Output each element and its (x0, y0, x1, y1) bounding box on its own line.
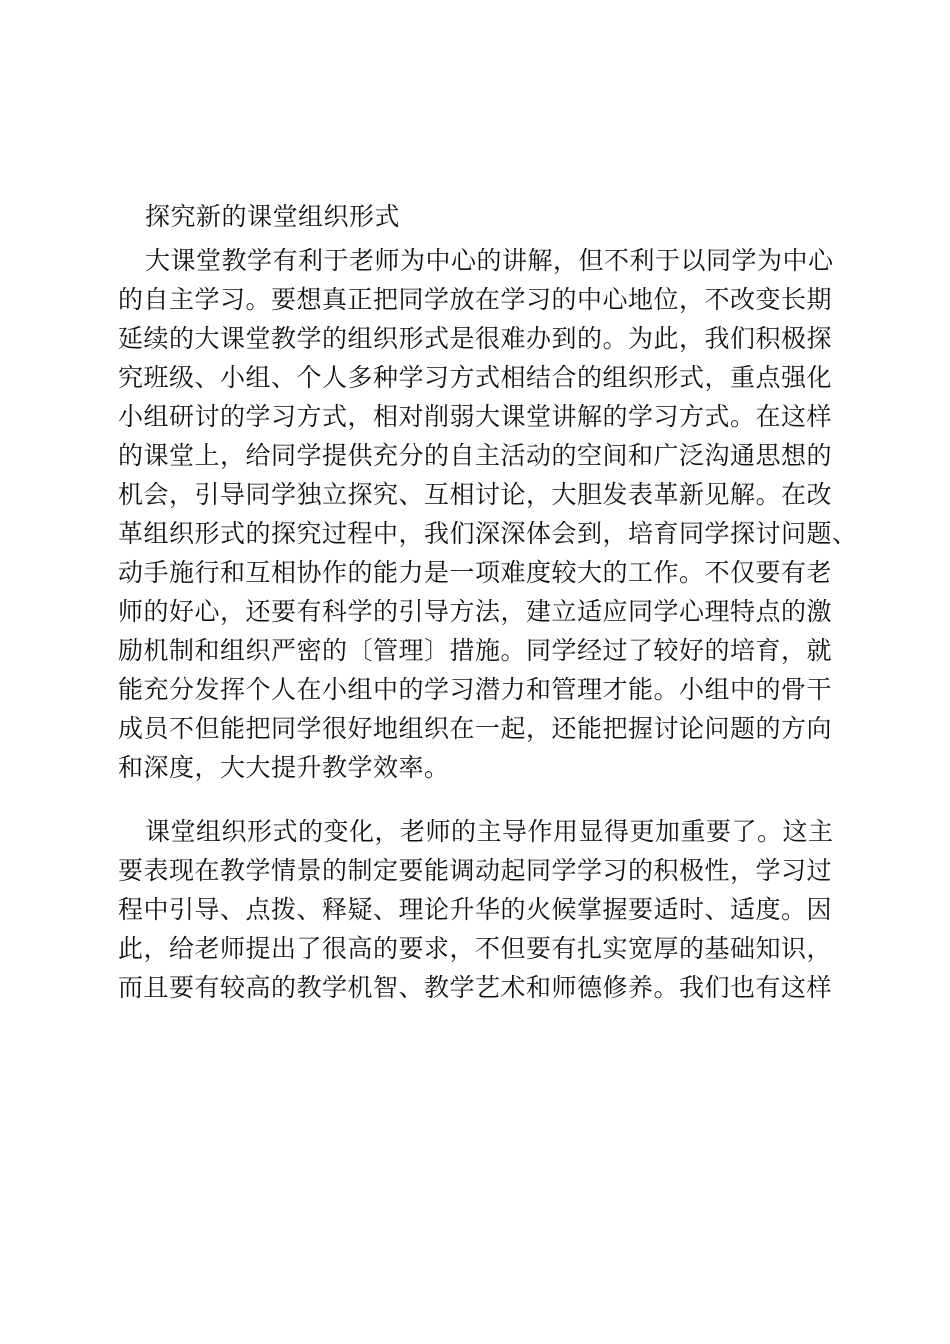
paragraph-line: 机会，引导同学独立探究、互相讨论，大胆发表革新见解。在改 (118, 480, 833, 509)
paragraph-line: 程中引导、点拨、释疑、理论升华的火候掌握要适时、适度。因 (118, 895, 833, 924)
paragraph-line: 师的好心，还要有科学的引导方法，建立适应同学心理特点的激 (118, 597, 833, 626)
paragraph-line: 的课堂上，给同学提供充分的自主活动的空间和广泛沟通思想的 (118, 441, 833, 470)
paragraph-line: 励机制和组织严密的〔管理〕措施。同学经过了较好的培育，就 (118, 636, 833, 665)
paragraph-line: 大课堂教学有利于老师为中心的讲解，但不利于以同学为中心 (145, 246, 834, 275)
paragraph-line: 此，给老师提出了很高的要求，不但要有扎实宽厚的基础知识， (118, 934, 833, 963)
paragraph-line: 要表现在教学情景的制定要能调动起同学学习的积极性，学习过 (118, 856, 833, 885)
paragraph-line: 究班级、小组、个人多种学习方式相结合的组织形式，重点强化 (118, 363, 833, 392)
paragraph-line: 成员不但能把同学很好地组织在一起，还能把握讨论问题的方向 (118, 714, 833, 743)
paragraph-1 (118, 241, 858, 787)
paragraph-line: 能充分发挥个人在小组中的学习潜力和管理才能。小组中的骨干 (118, 675, 833, 704)
paragraph-line: 课堂组织形式的变化，老师的主导作用显得更加重要了。这主 (145, 817, 834, 846)
paragraph-line: 小组研讨的学习方式，相对削弱大课堂讲解的学习方式。在这样 (118, 402, 833, 431)
paragraph-line: 革组织形式的探究过程中，我们深深体会到，培育同学探讨问题、 (118, 519, 858, 548)
paragraph-2 (118, 812, 858, 1007)
paragraph-line: 延续的大课堂教学的组织形式是很难办到的。为此，我们积极探 (118, 324, 833, 353)
paragraph-line: 和深度，大大提升教学效率。 (118, 753, 450, 782)
paragraph-line: 的自主学习。要想真正把同学放在学习的中心地位，不改变长期 (118, 285, 833, 314)
section-heading: 探究新的课堂组织形式 (145, 202, 401, 231)
paragraph-line: 动手施行和互相协作的能力是一项难度较大的工作。不仅要有老 (118, 558, 833, 587)
paragraph-spacer (118, 787, 858, 812)
paragraph-line: 而且要有较高的教学机智、教学艺术和师德修养。我们也有这样 (118, 973, 833, 1002)
document-body (118, 197, 858, 1007)
